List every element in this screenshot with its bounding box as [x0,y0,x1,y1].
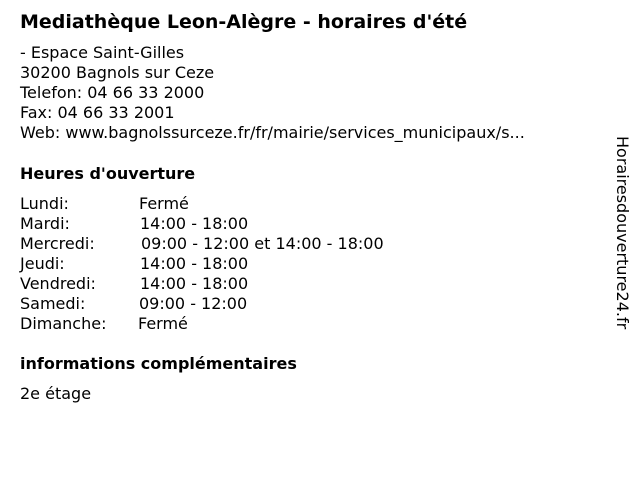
time-value: 14:00 - 18:00 [140,214,249,233]
additional-info-text: 2e étage [20,384,92,403]
day-label: Mercredi: [20,234,95,253]
address-city: 30200 Bagnols sur Ceze [20,63,215,82]
website-link[interactable]: Web: www.bagnolssurceze.fr/fr/mairie/services_municipaux/s... [20,123,525,142]
day-label: Dimanche: [20,314,107,333]
page-title: Mediathèque Leon-Alègre - horaires d'été [20,11,468,33]
time-value: Fermé [138,314,188,333]
day-label: Mardi: [20,214,70,233]
day-label: Samedi: [20,294,86,313]
day-label: Vendredi: [20,274,96,293]
additional-info-heading: informations complémentaires [20,354,297,373]
address-block [20,43,525,143]
day-label: Lundi: [20,194,69,213]
time-value: 14:00 - 18:00 [140,274,249,293]
time-value: Fermé [139,194,189,213]
phone-number: Telefon: 04 66 33 2000 [20,83,205,102]
time-value: 14:00 - 18:00 [140,254,249,273]
day-label: Jeudi: [20,254,65,273]
watermark [612,136,636,372]
opening-hours-heading: Heures d'ouverture [20,164,196,183]
time-value: 09:00 - 12:00 et 14:00 - 18:00 [141,234,384,253]
fax-number: Fax: 04 66 33 2001 [20,103,175,122]
time-value: 09:00 - 12:00 [139,294,248,313]
address-street: - Espace Saint-Gilles [20,43,185,62]
watermark-text: Horairesdouverture24.fr [613,136,632,330]
